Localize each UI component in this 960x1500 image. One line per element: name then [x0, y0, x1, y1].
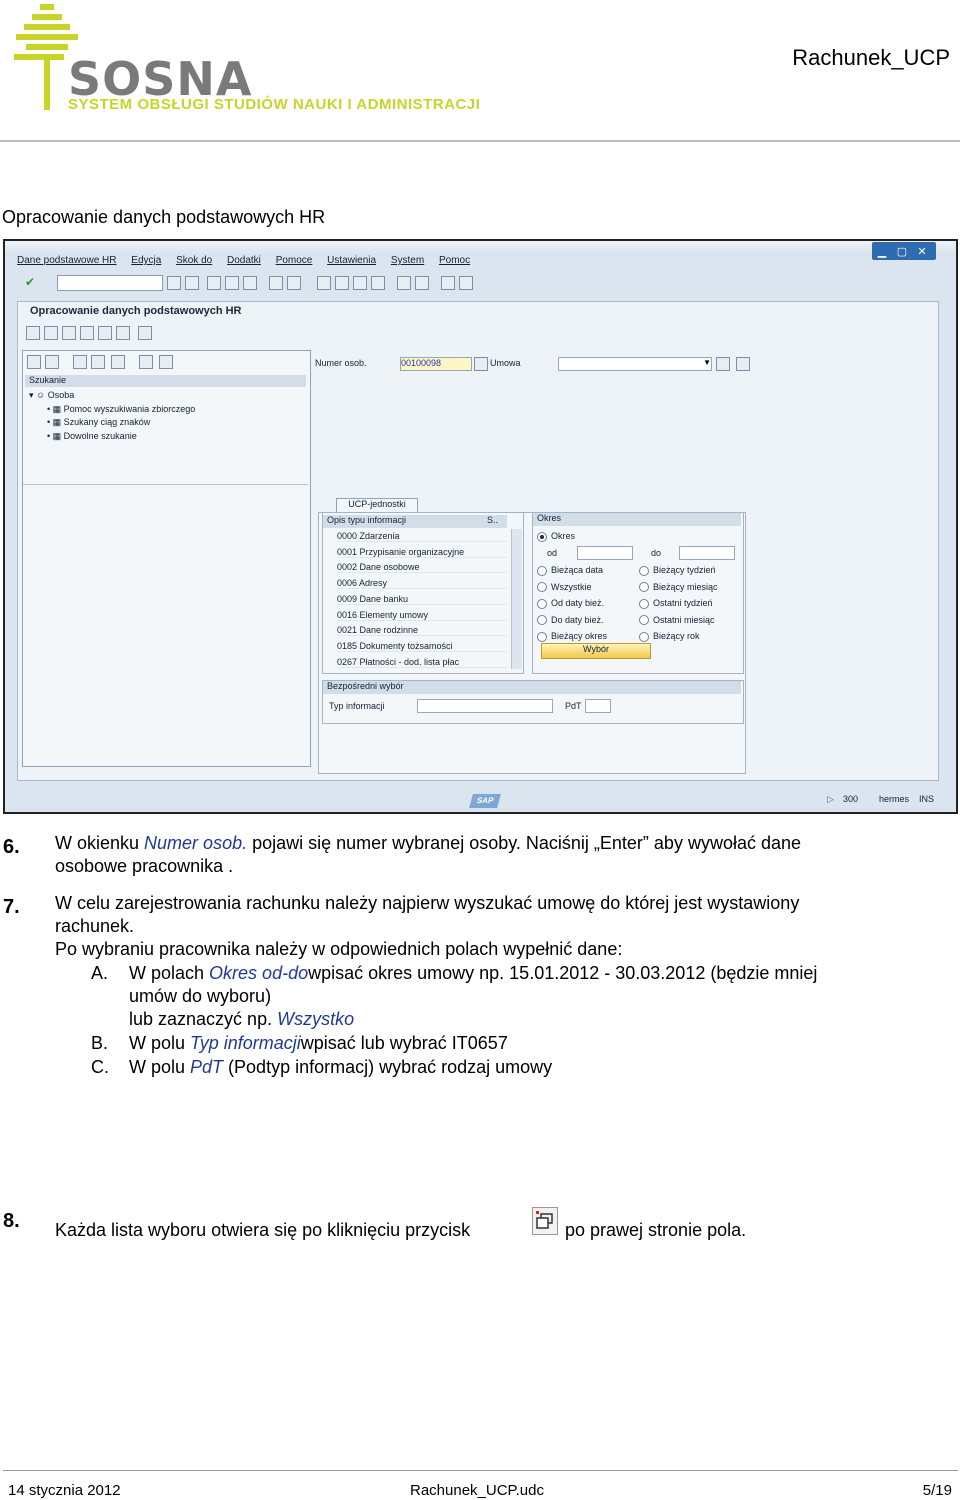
radio-label: Bieżący okres: [551, 631, 608, 641]
search-navigation-panel: [22, 350, 311, 767]
okres-ref: Okres od-do: [209, 963, 309, 983]
nav-item-pomoc[interactable]: • ▦ Pomoc wyszukiwania zbiorczego: [47, 404, 196, 414]
radio-label: Ostatni tydzień: [653, 598, 713, 608]
infotype-row[interactable]: 0009 Dane banku: [337, 594, 507, 605]
do-label: do: [651, 548, 662, 558]
point-c-part: (Podtyp informacj) wybrać rodzaj umowy: [223, 1057, 553, 1077]
wybor-button[interactable]: Wybór: [541, 643, 651, 659]
footer-divider: [3, 1470, 958, 1471]
nav-item-label: Dowolne szukanie: [63, 431, 137, 441]
nav-sort-icon[interactable]: [159, 355, 173, 369]
shortcut-icon[interactable]: [415, 276, 429, 290]
step-7-line: rachunek.: [55, 916, 135, 936]
nav-item-szukany[interactable]: • ▦ Szukany ciąg znaków: [47, 417, 151, 427]
radio-dot: [537, 632, 547, 642]
logo-sub-text: SYSTEM OBSŁUGI STUDIÓW NAUKI I ADMINISTRACJI: [68, 96, 481, 113]
infotype-row[interactable]: 0016 Elementy umowy: [337, 610, 507, 621]
contract-pick-icon[interactable]: [716, 357, 730, 371]
period-panel: [532, 512, 744, 674]
menu-ustawienia[interactable]: Ustawienia: [327, 255, 377, 266]
step-6-number: 6.: [3, 836, 20, 858]
contract-label: Umowa: [490, 358, 521, 368]
person-number-input[interactable]: 00100098: [400, 357, 472, 371]
infotype-row[interactable]: 0185 Dokumenty tożsamości: [337, 641, 507, 652]
menu-edycja[interactable]: Edycja: [131, 255, 162, 266]
infotype-table: [322, 512, 524, 674]
person-search-icon[interactable]: [474, 357, 488, 371]
print-icon[interactable]: [243, 276, 257, 290]
close-icon[interactable]: ✕: [917, 246, 927, 258]
screen-title: Opracowanie danych podstawowych HR: [30, 305, 242, 317]
back-icon[interactable]: [167, 276, 181, 290]
numer-osob-ref: Numer osob.: [144, 833, 248, 853]
point-c-part: W polu: [129, 1057, 191, 1077]
contract-pick2-icon[interactable]: [736, 357, 750, 371]
point-b-part: wpisać lub wybrać IT0657: [300, 1033, 508, 1053]
section-title: Opracowanie danych podstawowych HR: [2, 207, 326, 227]
nav-item-label: Szukany ciąg znaków: [63, 417, 151, 427]
pdt-label: PdT: [565, 701, 582, 711]
window-controls: [872, 242, 936, 260]
wszystko-ref: Wszystko: [277, 1009, 355, 1029]
chevron-down-icon: ▼: [703, 358, 711, 367]
direct-selection-panel: [322, 680, 744, 724]
do-input[interactable]: [679, 546, 735, 560]
infotype-row[interactable]: 0001 Przypisanie organizacyjne: [337, 547, 507, 558]
tab-ucp-jednostki[interactable]: UCP-jednostki: [336, 498, 418, 514]
radio-label: Od daty bież.: [551, 598, 605, 608]
nav-tool2-icon[interactable]: [91, 355, 105, 369]
radio-right-2[interactable]: [639, 598, 713, 609]
sap-menubar: [17, 255, 482, 273]
radio-okres[interactable]: [537, 531, 575, 542]
delete-icon[interactable]: [116, 326, 130, 340]
infotype-row[interactable]: 0267 Płatności - dod. lista płac: [337, 657, 507, 668]
menu-dane-podstawowe[interactable]: Dane podstawowe HR: [17, 255, 117, 266]
menu-system[interactable]: System: [390, 255, 425, 266]
layout-icon[interactable]: [459, 276, 473, 290]
point-a-part: W polach: [129, 963, 210, 983]
point-a-text: [129, 962, 929, 1031]
sap-standard-toolbar: [17, 272, 947, 294]
step-6-text: [55, 832, 945, 878]
find-next-icon[interactable]: [287, 276, 301, 290]
help-icon[interactable]: [441, 276, 455, 290]
radio-dot: [537, 599, 547, 609]
infotype-label: Typ informacji: [329, 701, 385, 711]
command-field[interactable]: [57, 275, 163, 291]
radio-label: Wszystkie: [551, 581, 592, 592]
radio-left-0[interactable]: [537, 565, 603, 576]
radio-label: Bieżący tydzień: [653, 565, 716, 575]
point-a-part: umów do wyboru): [129, 986, 272, 1006]
infotype-row[interactable]: 0000 Zdarzenia: [337, 531, 507, 542]
point-c-text: [129, 1056, 552, 1079]
point-b-mark: B.: [91, 1033, 109, 1053]
point-a-mark: A.: [91, 963, 109, 983]
period-header: Okres: [533, 513, 741, 526]
radio-right-1[interactable]: [639, 582, 718, 593]
step-7-number: 7.: [3, 896, 20, 918]
radio-label: Do daty bież.: [551, 614, 604, 625]
radio-left-3[interactable]: [537, 615, 604, 626]
step-8-number: 8.: [3, 1210, 20, 1232]
nav-item-dowolne[interactable]: • ▦ Dowolne szukanie: [47, 431, 137, 441]
client-number: 300: [843, 794, 859, 804]
radio-dot: [639, 566, 649, 576]
insert-mode: INS: [919, 794, 935, 804]
person-number-label: Numer osob.: [315, 358, 367, 368]
infotype-row[interactable]: 0021 Dane rodzinne: [337, 625, 507, 636]
contract-dropdown[interactable]: [558, 357, 712, 371]
typ-informacji-ref: Typ informacji: [190, 1033, 301, 1053]
step-7-line: W celu zarejestrowania rachunku należy najpierw wyszukać umowę do której jest wystawiony: [55, 893, 800, 913]
infotype-col-desc: Opis typu informacji: [323, 515, 483, 528]
menu-pomoce[interactable]: Pomoce: [275, 255, 313, 266]
sap-title-strip: [5, 241, 956, 255]
logo-main-text: SOSNA: [68, 52, 253, 106]
header-divider: [0, 140, 960, 142]
sap-content-area: [17, 301, 939, 781]
next-page-icon[interactable]: [353, 276, 367, 290]
infotype-row[interactable]: 0002 Dane osobowe: [337, 562, 507, 573]
server-name: hermes: [879, 794, 910, 804]
point-a-part: lub zaznaczyć np.: [129, 1009, 278, 1029]
person-icon: ☺: [36, 390, 46, 400]
change-icon[interactable]: [44, 326, 58, 340]
menu-skok-do[interactable]: Skok do: [176, 255, 213, 266]
point-b-text: [129, 1032, 508, 1055]
point-c-mark: C.: [91, 1057, 109, 1077]
step-8-text-b: po prawej stronie pola.: [565, 1220, 747, 1240]
radio-left-1[interactable]: [537, 582, 592, 593]
direct-header: Bezpośredni wybór: [323, 681, 741, 694]
menu-dodatki[interactable]: Dodatki: [227, 255, 261, 266]
radio-label: Bieżący rok: [653, 631, 700, 641]
overview-icon[interactable]: [138, 326, 152, 340]
prev-page-icon[interactable]: [335, 276, 349, 290]
step-6-part: W okienku: [55, 833, 145, 853]
radio-dot: [639, 615, 649, 625]
find-icon[interactable]: [269, 276, 283, 290]
radio-dot: [537, 582, 547, 592]
radio-dot: [537, 566, 547, 576]
radio-dot: [537, 615, 547, 625]
step-7-line: Po wybraniu pracownika należy w odpowiednich polach wypełnić dane:: [55, 939, 623, 959]
step-7-text: [55, 892, 945, 961]
nav-splitter[interactable]: [23, 484, 308, 485]
radio-label: Bieżący miesiąc: [653, 581, 718, 592]
point-a-part: wpisać okres umowy np. 15.01.2012 - 30.03.2012 (będzie mniej: [308, 963, 818, 983]
sosna-logo: [12, 2, 542, 117]
copy-icon[interactable]: [80, 326, 94, 340]
maximize-icon[interactable]: ▢: [896, 246, 908, 258]
last-page-icon[interactable]: [371, 276, 385, 290]
infotype-row[interactable]: 0006 Adresy: [337, 578, 507, 589]
radio-right-3[interactable]: [639, 615, 715, 626]
radio-left-4[interactable]: [537, 631, 607, 642]
infotype-scrollbar[interactable]: [511, 529, 522, 669]
infotype-col-s: S..: [483, 515, 507, 528]
nav-tool3-icon[interactable]: [111, 355, 125, 369]
radio-left-2[interactable]: [537, 598, 604, 609]
radio-label: Ostatni miesiąc: [653, 614, 715, 625]
radio-dot: [639, 599, 649, 609]
exit-icon[interactable]: [207, 276, 221, 290]
infotype-input[interactable]: [417, 699, 553, 713]
radio-dot: [639, 632, 649, 642]
save-icon[interactable]: [185, 276, 199, 290]
radio-right-4[interactable]: [639, 631, 700, 642]
nav-filter-icon[interactable]: [139, 355, 153, 369]
sap-logo: SAP: [469, 794, 501, 808]
radio-label: Bieżąca data: [551, 565, 604, 575]
footer-date: 14 stycznia 2012: [8, 1482, 121, 1499]
pdt-ref: PdT: [190, 1057, 224, 1077]
menu-pomoc[interactable]: Pomoc: [438, 255, 471, 266]
new-session-icon[interactable]: [397, 276, 411, 290]
display-icon[interactable]: [62, 326, 76, 340]
delimit-icon[interactable]: [98, 326, 112, 340]
footer-page: 5/19: [922, 1482, 952, 1499]
step-8-text-a: Każda lista wyboru otwiera się po kliknięciu przycisk: [55, 1220, 471, 1240]
radio-dot: [537, 532, 547, 542]
sap-screenshot: [3, 239, 958, 814]
enter-check-icon[interactable]: ✔: [25, 275, 36, 289]
radio-dot: [639, 582, 649, 592]
window-stack-icon: [533, 1208, 557, 1234]
play-icon[interactable]: ▷: [827, 794, 834, 804]
nav-item-label: Pomoc wyszukiwania zbiorczego: [63, 404, 196, 414]
minimize-icon[interactable]: ▁: [877, 246, 887, 258]
od-input[interactable]: [577, 546, 633, 560]
nav-forward-icon[interactable]: [45, 355, 59, 369]
step-6-part: osobowe pracownika .: [55, 856, 234, 876]
value-list-button-icon: [532, 1207, 558, 1235]
pdt-input[interactable]: [585, 699, 611, 713]
od-label: od: [547, 548, 558, 558]
nav-root-label: Osoba: [47, 390, 75, 400]
point-b-part: W polu: [129, 1033, 191, 1053]
nav-back-icon[interactable]: [27, 355, 41, 369]
nav-tool-icon[interactable]: [73, 355, 87, 369]
create-icon[interactable]: [26, 326, 40, 340]
first-page-icon[interactable]: [317, 276, 331, 290]
doc-title: Rachunek_UCP: [792, 45, 950, 70]
step-6-part: pojawi się numer wybranej osoby. Naciśnij „Enter” aby wywołać dane: [247, 833, 802, 853]
cancel-icon[interactable]: [225, 276, 239, 290]
radio-right-0[interactable]: [639, 565, 716, 576]
radio-label: Okres: [551, 531, 576, 541]
footer-filename: Rachunek_UCP.udc: [410, 1482, 544, 1499]
nav-root-osoba[interactable]: ▾ ☺ Osoba: [29, 390, 75, 400]
nav-header: Szukanie: [25, 375, 306, 387]
